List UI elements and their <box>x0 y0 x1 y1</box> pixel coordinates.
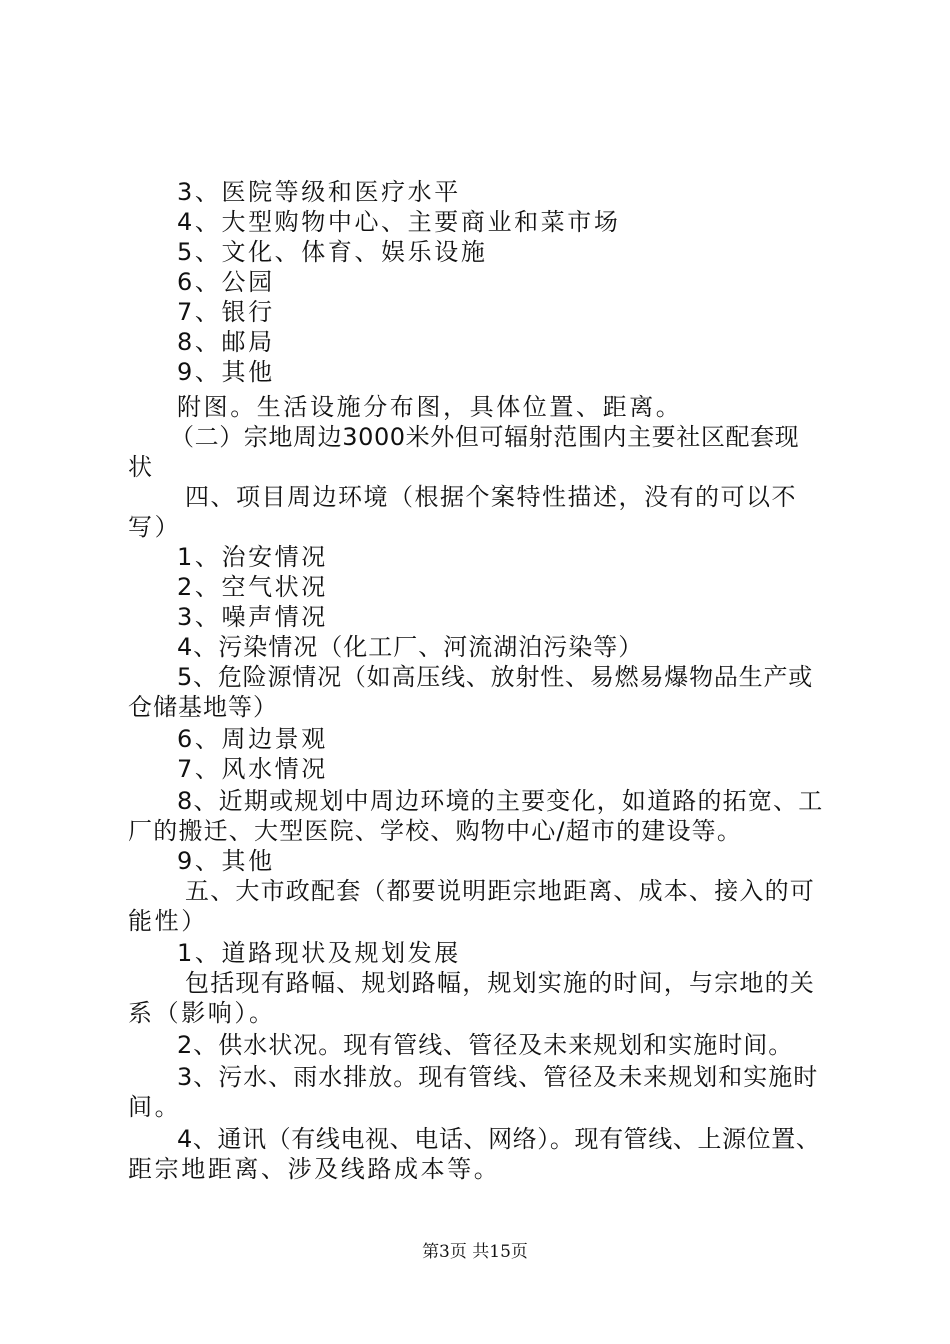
body-line: 写） <box>128 513 182 541</box>
body-line: 2、空气状况 <box>177 573 328 601</box>
body-line: 包括现有路幅、规划路幅，规划实施的时间，与宗地的关 <box>185 969 815 997</box>
body-line: 6、周边景观 <box>177 725 328 753</box>
body-line: 间。 <box>128 1093 182 1121</box>
body-line: 7、风水情况 <box>177 755 328 783</box>
body-line: 4、大型购物中心、主要商业和菜市场 <box>177 208 621 236</box>
body-line: 能性） <box>128 907 208 935</box>
body-line: 五、大市政配套（都要说明距宗地距离、成本、接入的可 <box>185 877 815 905</box>
body-line: 状 <box>128 453 155 481</box>
body-line: 厂的搬迁、大型医院、学校、购物中心/超市的建设等。 <box>128 817 743 845</box>
page-footer: 第3页 共15页 <box>422 1242 528 1262</box>
body-line: 8、近期或规划中周边环境的主要变化，如道路的拓宽、工 <box>177 787 824 815</box>
body-line: 系（影响）。 <box>128 999 276 1027</box>
body-line: 5、危险源情况（如高压线、放射性、易燃易爆物品生产或 <box>177 663 814 691</box>
body-line: 3、污水、雨水排放。现有管线、管径及未来规划和实施时 <box>177 1063 819 1091</box>
body-line: 1、治安情况 <box>177 543 328 571</box>
body-line: 距宗地距离、涉及线路成本等。 <box>128 1155 501 1183</box>
body-line: 9、其他 <box>177 847 275 875</box>
body-line: 3、噪声情况 <box>177 603 328 631</box>
body-line: 附图。生活设施分布图，具体位置、距离。 <box>177 393 683 421</box>
body-line: 6、公园 <box>177 268 275 296</box>
body-line: 1、道路现状及规划发展 <box>177 939 461 967</box>
body-line: 4、通讯（有线电视、电话、网络）。现有管线、上源位置、 <box>177 1125 821 1153</box>
body-line: （二）宗地周边3000米外但可辐射范围内主要社区配套现 <box>170 423 800 451</box>
body-line: 2、供水状况。现有管线、管径及未来规划和实施时间。 <box>177 1031 794 1059</box>
body-line: 3、医院等级和医疗水平 <box>177 178 461 206</box>
body-line: 9、其他 <box>177 358 275 386</box>
body-line: 8、邮局 <box>177 328 275 356</box>
body-line: 5、文化、体育、娱乐设施 <box>177 238 488 266</box>
body-line: 4、污染情况（化工厂、河流湖泊污染等） <box>177 633 644 661</box>
body-line: 7、银行 <box>177 298 275 326</box>
body-line: 仓储基地等） <box>128 693 278 721</box>
body-line: 四、项目周边环境（根据个案特性描述，没有的可以不 <box>185 483 797 511</box>
